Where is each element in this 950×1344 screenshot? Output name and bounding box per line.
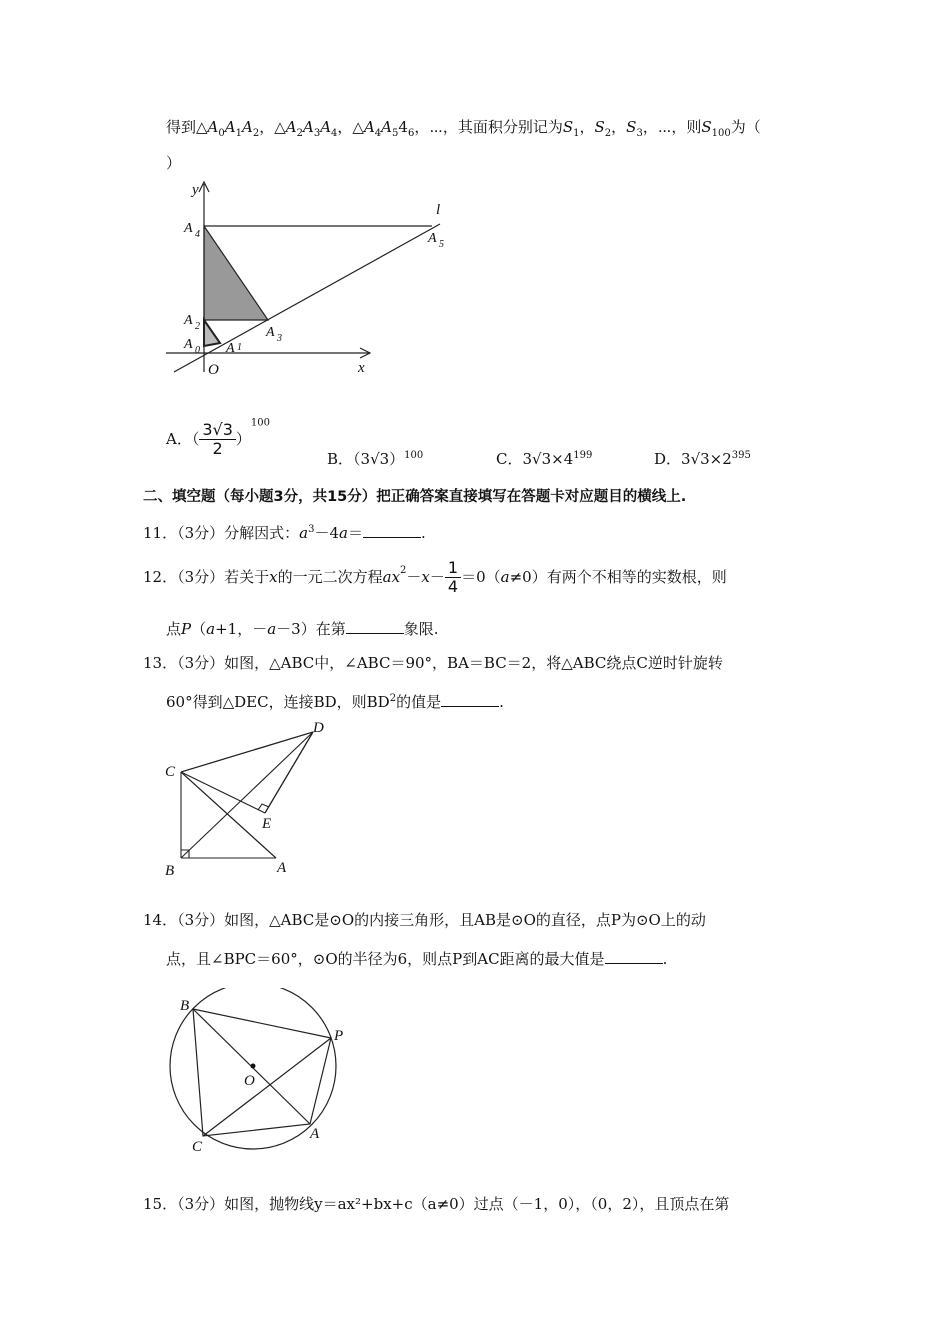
- question-12-line1: 12．（3分）若关于x的一元二次方程$ax^2-x-$ $\frac{1}{4}$ ＝0（a≠0）有两个不相等的实数根，则: [143, 558, 727, 596]
- question-11: 11．（3分）分解因式：$a^3-4a=$ .: [143, 524, 426, 542]
- question-14-line2: 点，且∠BPC＝60°，⊙O的半径为6，则点P到AC距离的最大值是 .: [166, 950, 668, 968]
- shaded-triangle: [204, 226, 268, 320]
- answer-blank[interactable]: [605, 951, 663, 964]
- svg-text:A: A: [266, 325, 275, 340]
- svg-text:3: 3: [277, 333, 282, 344]
- svg-text:A: A: [226, 341, 235, 356]
- q10-figure: [160, 176, 460, 386]
- svg-text:1: 1: [237, 342, 242, 353]
- svg-text:A: A: [184, 221, 193, 236]
- question-15-line1: 15．（3分）如图，抛物线y＝ax²+bx+c（a≠0）过点（－1，0），（0，2），且顶点在第: [143, 1195, 730, 1213]
- svg-text:4: 4: [195, 229, 200, 240]
- q14-figure: [160, 988, 360, 1158]
- label-e: E: [262, 816, 272, 832]
- small-triangle: [204, 320, 220, 346]
- answer-blank[interactable]: [441, 694, 499, 707]
- question-12-line2: 点P（a+1，－a－3）在第 象限.: [166, 620, 439, 638]
- label-o: O: [244, 1073, 255, 1089]
- question-14-line1: 14．（3分）如图，△ABC是⊙O的内接三角形，且AB是⊙O的直径，点P为⊙O上的动: [143, 911, 706, 929]
- q10-line1: 得到$\triangle A_0A_1A_2$，$\triangle A_2A_3A_4$，$\triangle A_4A_54_6$，⋯，其面积分别记为$S_1$，$S_2$，$S_3$，⋯，则$S_{100}$为（: [166, 118, 761, 139]
- label-d: D: [313, 720, 324, 736]
- svg-text:A: A: [184, 337, 193, 352]
- question-13-line2: 60°得到△DEC，连接BD，则$BD^2$的值是 .: [166, 693, 504, 711]
- label-y: y: [192, 182, 199, 198]
- label-o: O: [208, 362, 219, 378]
- label-c: C: [165, 764, 176, 780]
- label-x: x: [358, 360, 365, 376]
- label-p: P: [334, 1028, 344, 1044]
- label-c: C: [192, 1139, 203, 1155]
- option-d[interactable]: D．$3√3\times 2^{395}$: [654, 450, 751, 468]
- svg-text:5: 5: [439, 239, 444, 250]
- option-c[interactable]: C．$3√3\times 4^{199}$: [496, 450, 593, 468]
- label-b: B: [165, 863, 175, 879]
- answer-blank[interactable]: [363, 525, 421, 538]
- svg-text:0: 0: [195, 345, 200, 356]
- section-heading: 二、填空题（每小题3分，共15分）把正确答案直接填写在答题卡对应题目的横线上.: [143, 489, 687, 505]
- option-b[interactable]: B．$(3√3)^{100}$: [327, 450, 424, 468]
- label-a: A: [277, 860, 287, 876]
- q13-figure: [160, 718, 340, 883]
- label-l: l: [436, 202, 441, 218]
- option-a[interactable]: A．（ $\frac{3√3}{2}$ ）$^{100}$: [166, 417, 271, 458]
- q10-close-paren: ）: [166, 154, 182, 172]
- answer-blank[interactable]: [346, 621, 404, 634]
- question-13-line1: 13．（3分）如图，△ABC中，∠ABC＝90°，BA＝BC＝2，将△ABC绕点C逆时针旋转: [143, 654, 723, 672]
- svg-text:2: 2: [195, 321, 200, 332]
- label-b: B: [180, 998, 190, 1014]
- svg-text:A: A: [184, 313, 193, 328]
- label-a: A: [310, 1126, 320, 1142]
- svg-text:A: A: [428, 231, 437, 246]
